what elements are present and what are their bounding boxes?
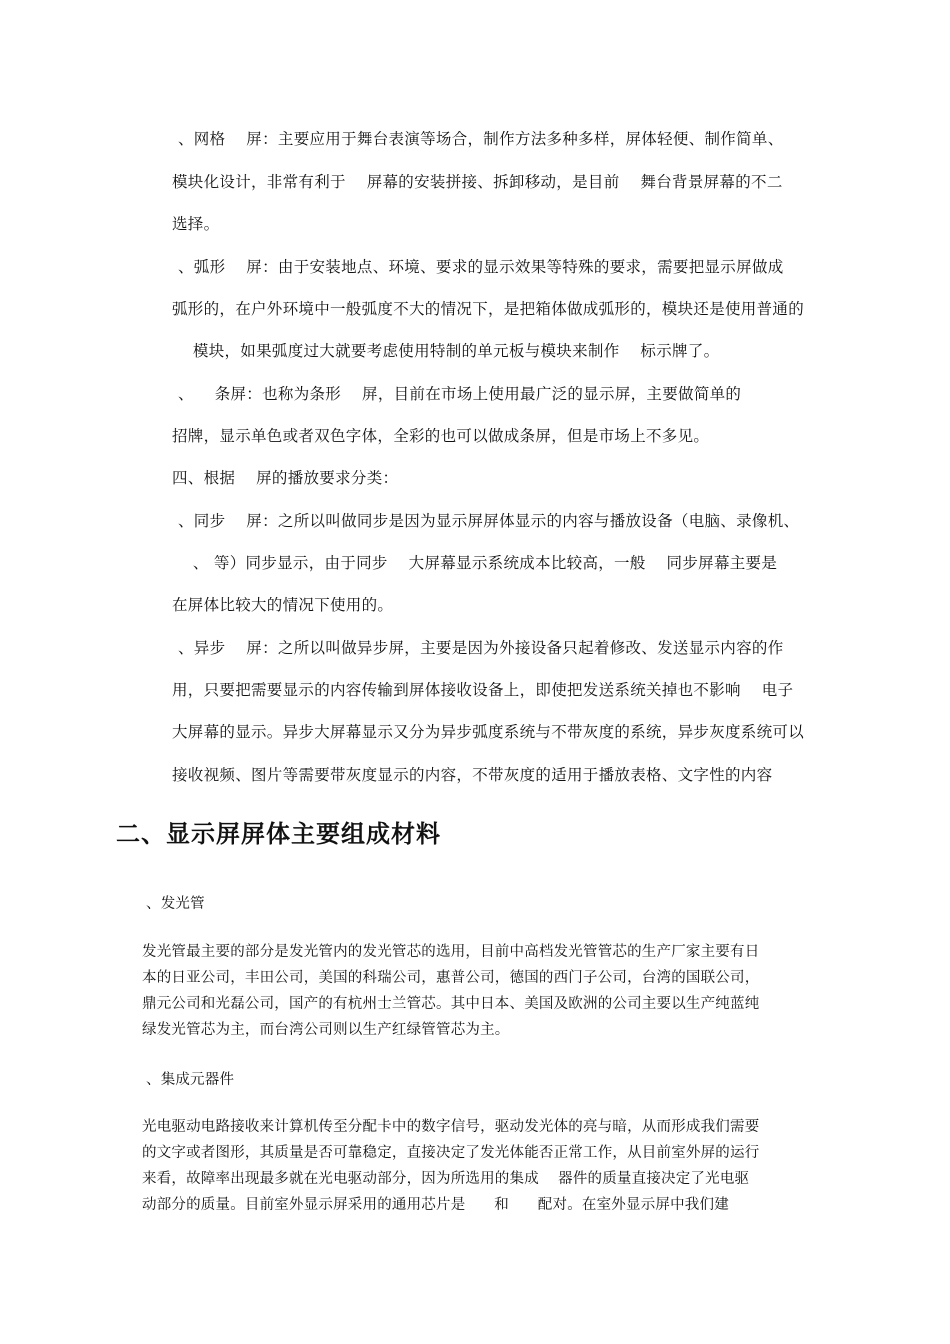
- text-line: 动部分的质量。目前室外显示屏采用的通用芯片是 和 配对。在室外显示屏中我们建: [142, 1197, 729, 1213]
- text-line: 接收视频、图片等需要带灰度显示的内容，不带灰度的适用于播放表格、文字性的内容: [172, 766, 773, 784]
- text-line: 来看，故障率出现最多就在光电驱动部分，因为所选用的集成 器件的质量直接决定了光电驱: [142, 1171, 750, 1187]
- text-line: 模块化设计，非常有利于 屏幕的安装拼接、拆卸移动，是目前 舞台背景屏幕的不二: [172, 173, 783, 191]
- text-line: 招牌，显示单色或者双色字体，全彩的也可以做成条屏，但是市场上不多见。: [172, 427, 710, 445]
- text-line: 本的日亚公司，丰田公司，美国的科瑞公司，惠普公司，德国的西门子公司，台湾的国联公司，: [142, 970, 760, 986]
- text-line: 四、根据 屏的播放要求分类：: [172, 469, 399, 487]
- text-line: 大屏幕的显示。异步大屏幕显示又分为异步弧度系统与不带灰度的系统，异步灰度系统可以: [172, 723, 805, 741]
- text-line: 用，只要把需要显示的内容传输到屏体接收设备上，即使把发送系统关掉也不影响 电子: [172, 681, 794, 699]
- text-line: 、异步 屏：之所以叫做异步屏，主要是因为外接设备只起着修改、发送显示内容的作: [178, 639, 784, 657]
- subsection-title: 、集成元器件: [146, 1072, 235, 1088]
- text-line: 、 条屏：也称为条形 屏，目前在市场上使用最广泛的显示屏，主要做简单的: [178, 385, 742, 403]
- text-line: 光电驱动电路接收来计算机传至分配卡中的数字信号，驱动发光体的亮与暗，从而形成我们需要: [142, 1119, 760, 1135]
- text-line: 、 等）同步显示，由于同步 大屏幕显示系统成本比较高，一般 同步屏幕主要是: [172, 554, 778, 572]
- text-line: 在屏体比较大的情况下使用的。: [172, 596, 394, 614]
- text-line: 弧形的，在户外环境中一般弧度不大的情况下，是把箱体做成弧形的，模块还是使用普通的: [172, 300, 805, 318]
- text-line: 鼎元公司和光磊公司，国产的有杭州士兰管芯。其中日本、美国及欧洲的公司主要以生产纯蓝纯: [142, 996, 760, 1012]
- subsection-title: 、发光管: [146, 896, 205, 912]
- section-heading: 二、显示屏屏体主要组成材料: [116, 820, 441, 848]
- text-line: 选择。: [172, 215, 220, 233]
- text-line: 、同步 屏：之所以叫做同步是因为显示屏屏体显示的内容与播放设备（电脑、录像机、: [178, 512, 800, 530]
- text-line: 模块，如果弧度过大就要考虑使用特制的单元板与模块来制作 标示牌了。: [172, 342, 720, 360]
- text-line: 的文字或者图形，其质量是否可靠稳定，直接决定了发光体能否正常工作，从目前室外屏的运行: [142, 1145, 760, 1161]
- text-line: 绿发光管芯为主，而台湾公司则以生产红绿管管芯为主。: [142, 1022, 510, 1038]
- text-line: 发光管最主要的部分是发光管内的发光管芯的选用，目前中高档发光管管芯的生产厂家主要有日: [142, 944, 760, 960]
- text-line: 、网格 屏：主要应用于舞台表演等场合，制作方法多种多样，屏体轻便、制作简单、: [178, 130, 784, 148]
- text-line: 、弧形 屏：由于安装地点、环境、要求的显示效果等特殊的要求，需要把显示屏做成: [178, 258, 784, 276]
